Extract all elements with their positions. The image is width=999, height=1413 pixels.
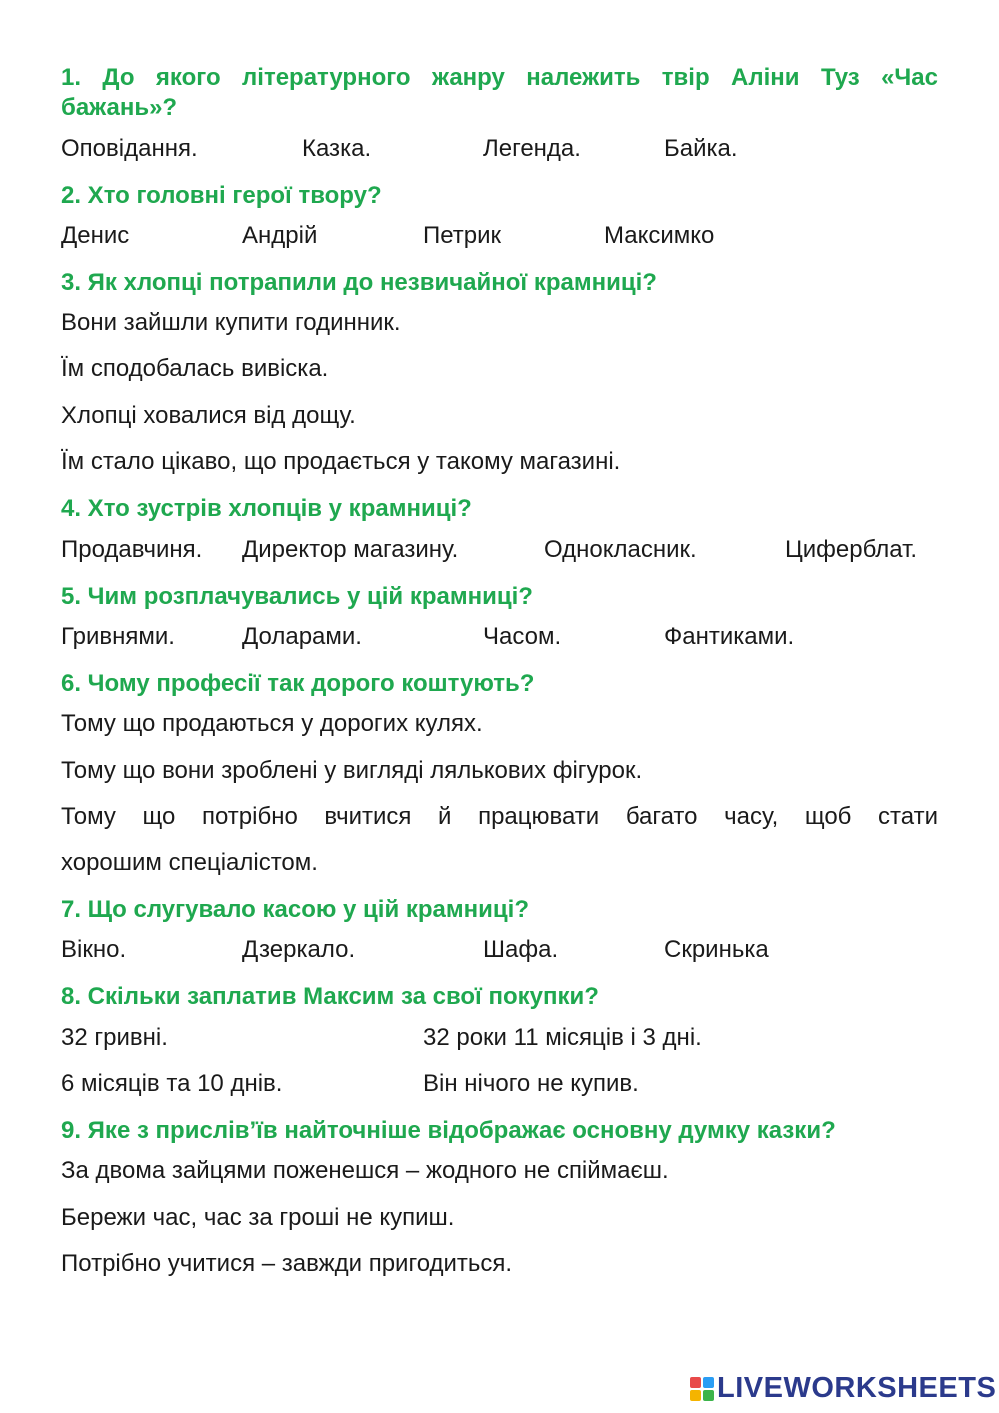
question-7: 7. Що слугувало касою у цій крамниці?	[61, 896, 529, 923]
q4-option-1[interactable]: Продавчиня.	[61, 536, 203, 563]
q8-option-4[interactable]: Він нічого не купив.	[423, 1070, 639, 1097]
q4-option-2[interactable]: Директор магазину.	[242, 536, 459, 563]
question-4: 4. Хто зустрів хлопців у крамниці?	[61, 495, 472, 522]
q6-option-1[interactable]: Тому що продаються у дорогих кулях.	[61, 710, 483, 737]
q5-option-1[interactable]: Гривнями.	[61, 623, 175, 650]
q9-option-2[interactable]: Бережи час, час за гроші не купиш.	[61, 1204, 455, 1231]
liveworksheets-logo-icon	[690, 1377, 714, 1401]
q1-option-1[interactable]: Оповідання.	[61, 135, 198, 162]
q7-option-1[interactable]: Вікно.	[61, 936, 127, 963]
q2-option-4[interactable]: Максимко	[604, 222, 715, 249]
q1-option-4[interactable]: Байка.	[664, 135, 738, 162]
q9-option-1[interactable]: За двома зайцями поженешся – жодного не спіймаєш.	[61, 1157, 669, 1184]
question-3: 3. Як хлопці потрапили до незвичайної крамниці?	[61, 269, 657, 296]
q5-option-2[interactable]: Доларами.	[242, 623, 362, 650]
q8-option-1[interactable]: 32 гривні.	[61, 1024, 168, 1051]
q2-option-3[interactable]: Петрик	[423, 222, 502, 249]
question-1-line2: бажань»?	[61, 94, 178, 121]
liveworksheets-logo	[690, 1372, 996, 1405]
q1-option-2[interactable]: Казка.	[302, 135, 372, 162]
q6-option-3-line1[interactable]: Тому що потрібно вчитися й працювати багато часу, щоб стати	[61, 803, 938, 830]
q3-option-1[interactable]: Вони зайшли купити годинник.	[61, 309, 401, 336]
question-8: 8. Скільки заплатив Максим за свої покупки?	[61, 983, 599, 1010]
q3-option-2[interactable]: Їм сподобалась вивіска.	[61, 355, 329, 382]
question-6: 6. Чому професії так дорого коштують?	[61, 670, 535, 697]
q1-option-3[interactable]: Легенда.	[483, 135, 581, 162]
question-2: 2. Хто головні герої твору?	[61, 182, 382, 209]
q4-option-4[interactable]: Циферблат.	[785, 536, 918, 563]
q6-option-2[interactable]: Тому що вони зроблені у вигляді лялькових фігурок.	[61, 757, 643, 784]
q8-option-3[interactable]: 6 місяців та 10 днів.	[61, 1070, 283, 1097]
q8-option-2[interactable]: 32 роки 11 місяців і 3 дні.	[423, 1024, 702, 1051]
q7-option-3[interactable]: Шафа.	[483, 936, 559, 963]
q2-option-1[interactable]: Денис	[61, 222, 130, 249]
liveworksheets-brand-text: LIVEWORKSHEETS	[717, 1372, 997, 1404]
q3-option-3[interactable]: Хлопці ховалися від дощу.	[61, 402, 356, 429]
q3-option-4[interactable]: Їм стало цікаво, що продається у такому магазині.	[61, 448, 621, 475]
q7-option-2[interactable]: Дзеркало.	[242, 936, 356, 963]
question-1-line1: 1. До якого літературного жанру належить твір Аліни Туз «Час	[61, 64, 938, 91]
q7-option-4[interactable]: Скринька	[664, 936, 769, 963]
question-5: 5. Чим розплачувались у цій крамниці?	[61, 583, 533, 610]
q5-option-4[interactable]: Фантиками.	[664, 623, 795, 650]
q9-option-3[interactable]: Потрібно учитися – завжди пригодиться.	[61, 1250, 513, 1277]
q2-option-2[interactable]: Андрій	[242, 222, 318, 249]
q5-option-3[interactable]: Часом.	[483, 623, 562, 650]
question-9: 9. Яке з прислів’їв найточніше відображає основну думку казки?	[61, 1117, 836, 1144]
q6-option-3-line2[interactable]: хорошим спеціалістом.	[61, 849, 318, 876]
q4-option-3[interactable]: Однокласник.	[544, 536, 697, 563]
